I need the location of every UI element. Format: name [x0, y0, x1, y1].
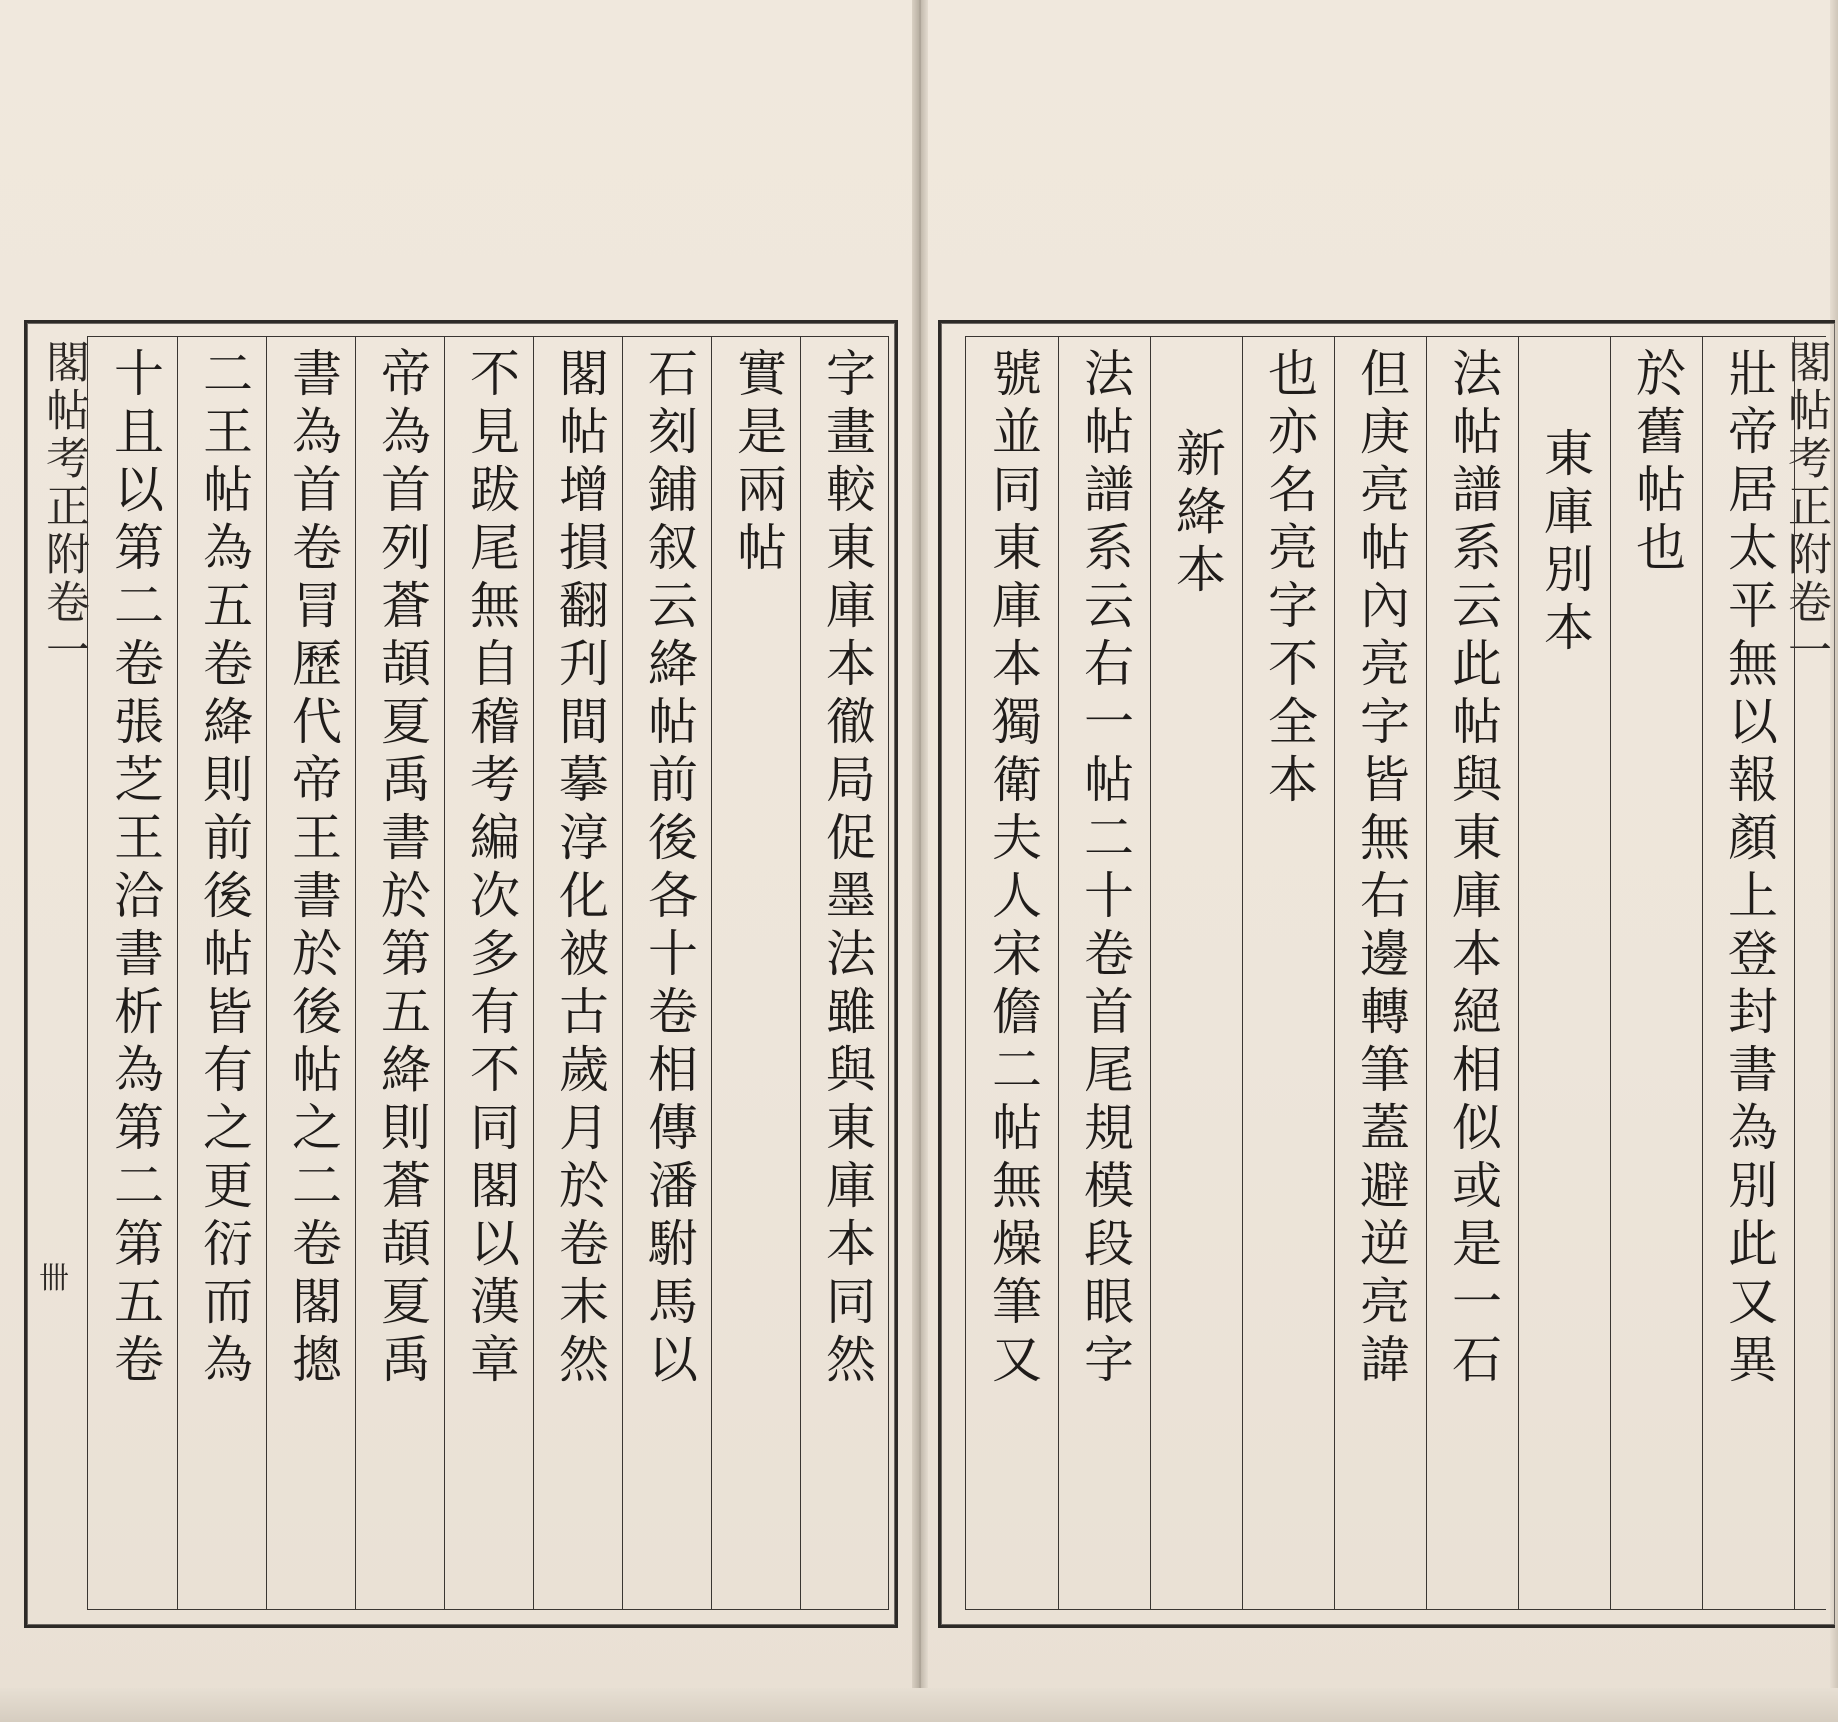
- text-column-4: 閣帖增損翻刋間摹淳化被古歲月於卷末然: [551, 347, 609, 1391]
- section-heading: 東庫別本: [1536, 427, 1594, 659]
- column-rule: [1794, 337, 1795, 1609]
- column-rule: [1242, 337, 1243, 1609]
- column-rule: [1518, 337, 1519, 1609]
- column-rule: [1702, 337, 1703, 1609]
- text-column-1: 字畫較東庫本徹局促墨法雖與東庫本同然: [818, 347, 876, 1391]
- text-column-4: 法帖譜系云此帖與東庫本絕相似或是一石: [1444, 347, 1502, 1391]
- column-rule: [1426, 337, 1427, 1609]
- column-rule: [1334, 337, 1335, 1609]
- column-rule: [711, 337, 712, 1609]
- text-column-5: 不見跋尾無自稽考編次多有不同閣以漢章: [462, 347, 520, 1391]
- text-column-9: 十且以第二卷張芝王洽書析為第二第五卷: [106, 347, 164, 1391]
- text-column-2: 於舊帖也: [1628, 347, 1686, 579]
- section-heading: 新絳本: [1168, 427, 1226, 601]
- text-column-6: 也亦名亮字不全本: [1260, 347, 1318, 811]
- right-margin-title: 閣帖考正附卷一: [1780, 339, 1831, 675]
- text-column-3: 石刻鋪叙云絳帖前後各十卷相傳潘駙馬以: [640, 347, 698, 1391]
- folio-number: 卌: [39, 1261, 69, 1296]
- column-rule: [800, 337, 801, 1609]
- text-column-8: 二王帖為五卷絳則前後帖皆有之更衍而為: [195, 347, 253, 1391]
- text-column-8: 法帖譜系云右一帖二十卷首尾規模段眼字: [1076, 347, 1134, 1391]
- text-column-9: 號並同東庫本獨衛夫人宋儋二帖無燥筆又: [984, 347, 1042, 1391]
- left-text-block: [87, 336, 889, 1610]
- text-column-1: 壯帝居太平無以報顏上登封書為別此又異: [1720, 347, 1778, 1391]
- column-rule: [533, 337, 534, 1609]
- book-gutter: [912, 0, 928, 1722]
- left-page-frame: [24, 320, 898, 1628]
- column-rule: [1150, 337, 1151, 1609]
- column-rule: [622, 337, 623, 1609]
- text-column-6: 帝為首列蒼頡夏禹書於第五絳則蒼頡夏禹: [373, 347, 431, 1391]
- right-page-frame: [938, 320, 1835, 1628]
- column-rule: [444, 337, 445, 1609]
- left-margin-title: 閣帖考正附卷一: [38, 339, 89, 675]
- column-rule: [266, 337, 267, 1609]
- column-rule: [177, 337, 178, 1609]
- text-column-5: 但庚亮帖內亮字皆無右邊轉筆蓋避逆亮諱: [1352, 347, 1410, 1391]
- column-rule: [1058, 337, 1059, 1609]
- column-rule: [355, 337, 356, 1609]
- right-text-block: [965, 336, 1826, 1610]
- column-rule: [1610, 337, 1611, 1609]
- text-column-7: 書為首卷冐歷代帝王書於後帖之二卷閣摠: [284, 347, 342, 1391]
- page-bottom-edge: [0, 1688, 1838, 1722]
- text-column-2: 實是兩帖: [729, 347, 787, 579]
